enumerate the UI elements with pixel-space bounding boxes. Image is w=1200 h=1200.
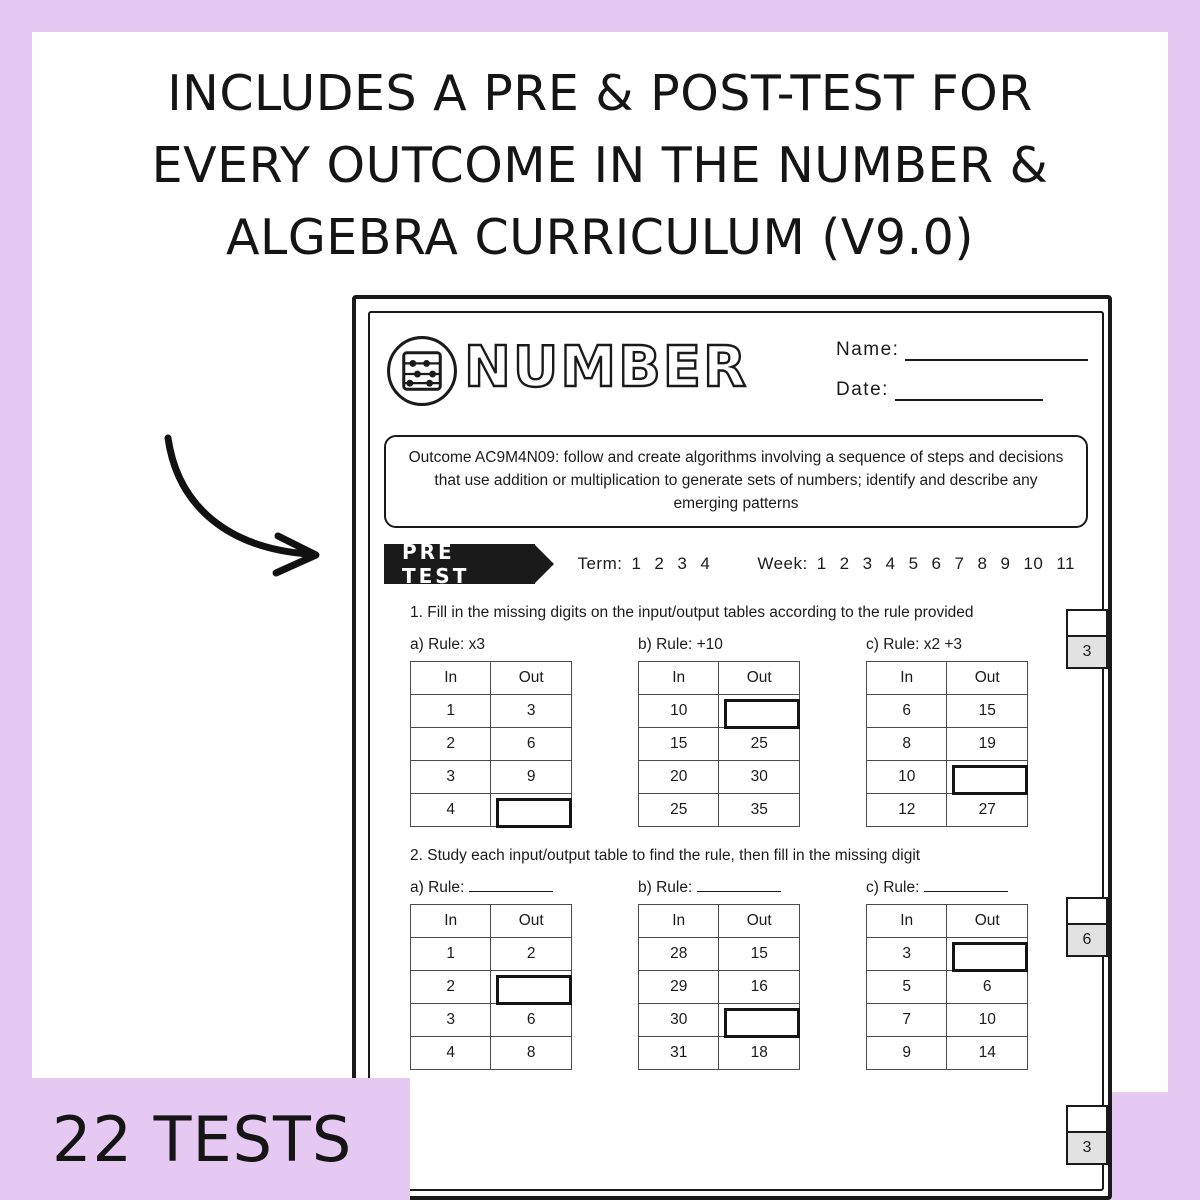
score-box-1-top[interactable] <box>1068 611 1106 637</box>
week-option-7[interactable]: 7 <box>954 554 965 573</box>
q1b-header-out: Out <box>719 662 800 695</box>
q2b-header-in: In <box>639 905 719 938</box>
q2a-r4-in: 4 <box>411 1037 491 1070</box>
test-meta-row <box>384 540 1088 588</box>
score-box-2-total: 6 <box>1068 925 1106 955</box>
q1-table-c <box>866 636 1036 827</box>
q1b-r1-answer-box[interactable] <box>719 695 800 728</box>
q2b-r3-answer-box[interactable] <box>719 1004 800 1037</box>
q1c-r4-in: 12 <box>867 794 947 827</box>
q1c-header-out: Out <box>947 662 1028 695</box>
week-option-6[interactable]: 6 <box>931 554 942 573</box>
q1b-r2-out: 25 <box>719 728 800 761</box>
pre-test-tag: PRE TEST <box>384 544 535 584</box>
week-option-8[interactable]: 8 <box>977 554 988 573</box>
q1a-r2-out: 6 <box>491 728 572 761</box>
q1a-r3-in: 3 <box>411 761 491 794</box>
term-option-1[interactable]: 1 <box>631 554 642 573</box>
question-2-tables <box>410 879 1088 1070</box>
q2a-r1-in: 1 <box>411 938 491 971</box>
name-date-block <box>836 325 1088 419</box>
q1b-header-in: In <box>639 662 719 695</box>
score-box-1-total: 3 <box>1068 637 1106 667</box>
term-label: Term: <box>577 554 623 573</box>
q1a-r4-in: 4 <box>411 794 491 827</box>
q2b-r4-in: 31 <box>639 1037 719 1070</box>
q1c-r4-out: 27 <box>947 794 1028 827</box>
q1a-header-in: In <box>411 662 491 695</box>
q2a-r3-out: 6 <box>491 1004 572 1037</box>
q2-rule-a-blank[interactable] <box>469 891 553 892</box>
q1c-r3-answer-box[interactable] <box>947 761 1028 794</box>
q1a-header-out: Out <box>491 662 572 695</box>
headline-line-2: EVERY OUTCOME IN THE NUMBER & <box>151 137 1049 194</box>
date-input-line[interactable] <box>895 385 1043 401</box>
q2a-r4-out: 8 <box>491 1037 572 1070</box>
q2a-header-in: In <box>411 905 491 938</box>
q1c-header-in: In <box>867 662 947 695</box>
q2a-r3-in: 3 <box>411 1004 491 1037</box>
week-option-5[interactable]: 5 <box>908 554 919 573</box>
q2b-r2-out: 16 <box>719 971 800 1004</box>
q1a-r1-in: 1 <box>411 695 491 728</box>
q1a-r2-in: 2 <box>411 728 491 761</box>
q1b-r2-in: 15 <box>639 728 719 761</box>
name-label: Name: <box>836 339 900 360</box>
q1a-r1-out: 3 <box>491 695 572 728</box>
worksheet-header <box>384 325 1088 433</box>
q1b-r3-in: 20 <box>639 761 719 794</box>
q1-table-a <box>410 636 580 827</box>
q1c-r1-in: 6 <box>867 695 947 728</box>
q2c-header-out: Out <box>947 905 1028 938</box>
q2b-r4-out: 18 <box>719 1037 800 1070</box>
week-selector[interactable] <box>757 554 1088 574</box>
q2a-r2-in: 2 <box>411 971 491 1004</box>
q1c-r1-out: 15 <box>947 695 1028 728</box>
q1a-r3-out: 9 <box>491 761 572 794</box>
outcome-box: Outcome AC9M4N09: follow and create algorithms involving a sequence of steps and decisions that use addition or multiplication to generate sets of numbers; identify and describe any emerging patterns <box>384 435 1088 528</box>
score-box-3-total: 3 <box>1068 1133 1106 1163</box>
q2c-r4-out: 14 <box>947 1037 1028 1070</box>
q2c-header-in: In <box>867 905 947 938</box>
week-option-4[interactable]: 4 <box>885 554 896 573</box>
q1-rule-c-label: c) Rule: x2 +3 <box>866 636 963 653</box>
term-option-2[interactable]: 2 <box>654 554 665 573</box>
q1b-r4-in: 25 <box>639 794 719 827</box>
q2c-r1-in: 3 <box>867 938 947 971</box>
q2-rule-c-label <box>866 879 1036 897</box>
q1-rule-a-label: a) Rule: x3 <box>410 636 485 653</box>
headline-line-1: INCLUDES A PRE & POST-TEST FOR <box>167 65 1033 122</box>
term-option-4[interactable]: 4 <box>700 554 711 573</box>
score-box-question-2 <box>1066 897 1108 957</box>
q2-rule-a-text: a) Rule: <box>410 879 469 896</box>
q2c-r1-answer-box[interactable] <box>947 938 1028 971</box>
q1b-r1-in: 10 <box>639 695 719 728</box>
week-option-9[interactable]: 9 <box>1000 554 1011 573</box>
worksheet-wordmark: NUMBER <box>464 335 749 400</box>
q2-rule-b-blank[interactable] <box>697 891 781 892</box>
date-row <box>836 379 1088 401</box>
curved-arrow-icon <box>160 430 360 590</box>
score-box-3-top[interactable] <box>1068 1107 1106 1133</box>
name-row <box>836 339 1088 361</box>
q1b-r3-out: 30 <box>719 761 800 794</box>
week-option-11[interactable]: 11 <box>1056 554 1075 573</box>
q2c-r4-in: 9 <box>867 1037 947 1070</box>
q2b-r1-out: 15 <box>719 938 800 971</box>
q1-rule-b-label: b) Rule: +10 <box>638 636 723 653</box>
q1a-r4-answer-box[interactable] <box>491 794 572 827</box>
week-label: Week: <box>757 554 808 573</box>
q2a-header-out: Out <box>491 905 572 938</box>
q2-table-a <box>410 879 580 1070</box>
q2-table-c <box>866 879 1036 1070</box>
week-option-10[interactable]: 10 <box>1023 554 1044 573</box>
q1c-r2-in: 8 <box>867 728 947 761</box>
q1c-r3-in: 10 <box>867 761 947 794</box>
question-1-tables <box>410 636 1088 827</box>
badge-banner <box>0 1078 410 1200</box>
q2-rule-c-blank[interactable] <box>924 891 1008 892</box>
question-1-text: 1. Fill in the missing digits on the input/output tables according to the rule provided <box>410 604 974 621</box>
term-selector[interactable] <box>577 554 723 574</box>
page-title <box>32 58 1168 274</box>
term-option-3[interactable]: 3 <box>677 554 688 573</box>
score-box-2-top[interactable] <box>1068 899 1106 925</box>
score-box-question-1 <box>1066 609 1108 669</box>
q2b-r1-in: 28 <box>639 938 719 971</box>
q2-table-b <box>638 879 808 1070</box>
abacus-icon <box>384 333 460 409</box>
q2c-r2-in: 5 <box>867 971 947 1004</box>
q1c-r2-out: 19 <box>947 728 1028 761</box>
q2-rule-b-text: b) Rule: <box>638 879 697 896</box>
q2a-r2-answer-box[interactable] <box>491 971 572 1004</box>
worksheet-page <box>352 295 1112 1200</box>
week-option-2[interactable]: 2 <box>839 554 850 573</box>
q2-rule-a-label <box>410 879 580 897</box>
tests-count-badge: 22 TESTS <box>52 1102 353 1176</box>
week-option-3[interactable]: 3 <box>862 554 873 573</box>
q2-rule-c-text: c) Rule: <box>866 879 924 896</box>
q2c-r3-out: 10 <box>947 1004 1028 1037</box>
q1b-r4-out: 35 <box>719 794 800 827</box>
question-2-text: 2. Study each input/output table to find the rule, then fill in the missing digit <box>410 847 921 864</box>
q2c-r3-in: 7 <box>867 1004 947 1037</box>
date-label: Date: <box>836 379 889 400</box>
headline-line-3: ALGEBRA CURRICULUM (V9.0) <box>226 209 974 266</box>
q2-rule-b-label <box>638 879 808 897</box>
week-option-1[interactable]: 1 <box>816 554 827 573</box>
q2c-r2-out: 6 <box>947 971 1028 1004</box>
worksheet-inner-border <box>368 311 1104 1191</box>
q2b-r2-in: 29 <box>639 971 719 1004</box>
q1-table-b <box>638 636 808 827</box>
q2b-r3-in: 30 <box>639 1004 719 1037</box>
score-box-question-3 <box>1066 1105 1108 1165</box>
q2a-r1-out: 2 <box>491 938 572 971</box>
name-input-line[interactable] <box>905 345 1088 361</box>
q2b-header-out: Out <box>719 905 800 938</box>
